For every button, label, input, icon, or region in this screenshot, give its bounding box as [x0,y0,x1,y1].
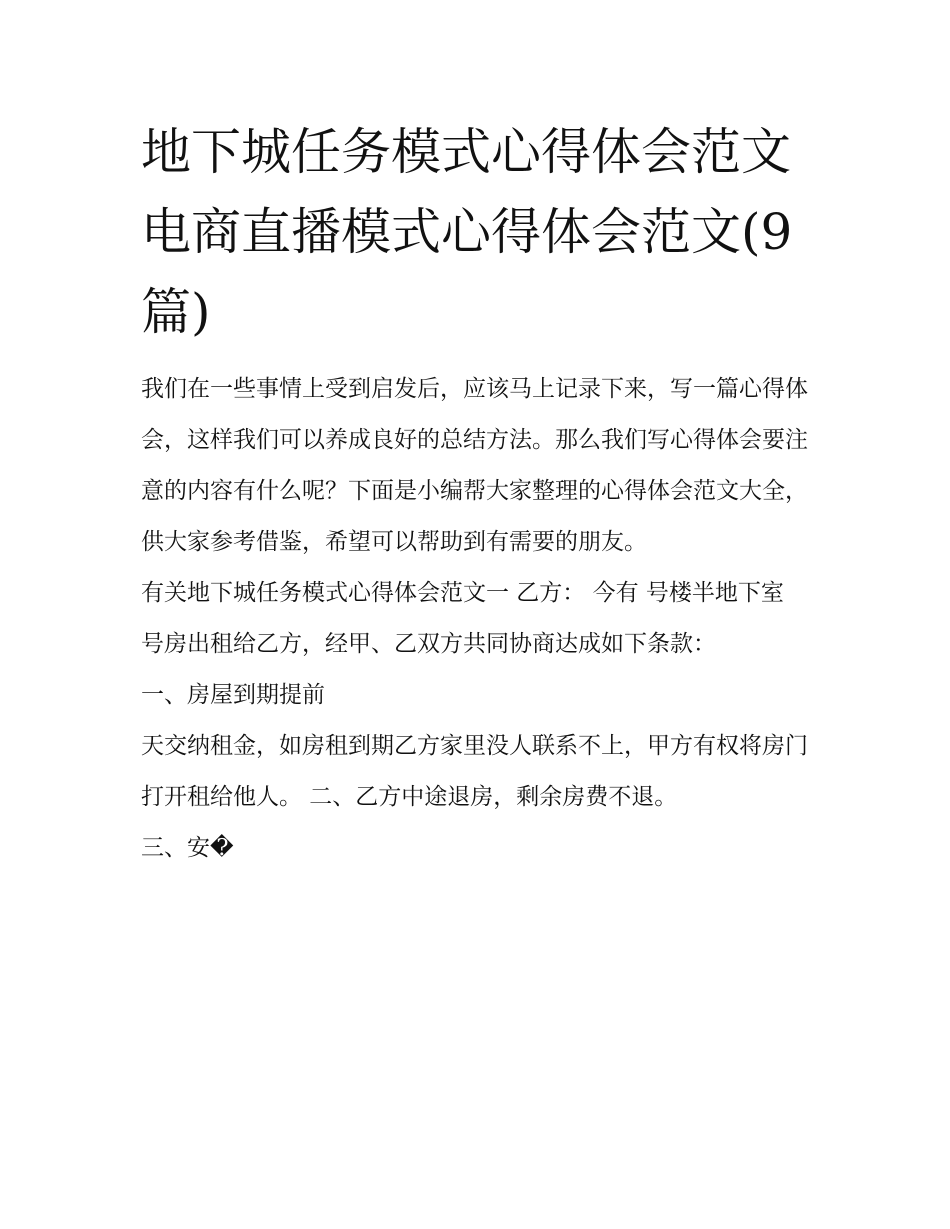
document-body [141,364,813,874]
document-title: 地下城任务模式心得体会范文电商直播模式心得体会范文(9篇) [141,123,793,341]
clause-one-body: 天交纳租金，如房租到期乙方家里没人联系不上，甲方有权将房门打开租给他人。 二、乙方中途退房，剩余房费不退。 [141,733,808,810]
intro-paragraph: 我们在一些事情上受到启发后，应该马上记录下来，写一篇心得体会，这样我们可以养成良好的总结方法。那么我们写心得体会要注意的内容有什么呢？下面是小编帮大家整理的心得体会范文大全，供大家参考借鉴，希望可以帮助到有需要的朋友。 [141,376,808,555]
document-content [141,112,813,874]
clause-three-fragment: 三、安� [141,835,234,861]
sample-one-paragraph: 有关地下城任务模式心得体会范文一 乙方： 今有 号楼半地下室 号房出租给乙方，经甲、乙双方共同协商达成如下条款： [141,580,784,657]
clause-one-heading: 一、房屋到期提前 [141,682,325,708]
